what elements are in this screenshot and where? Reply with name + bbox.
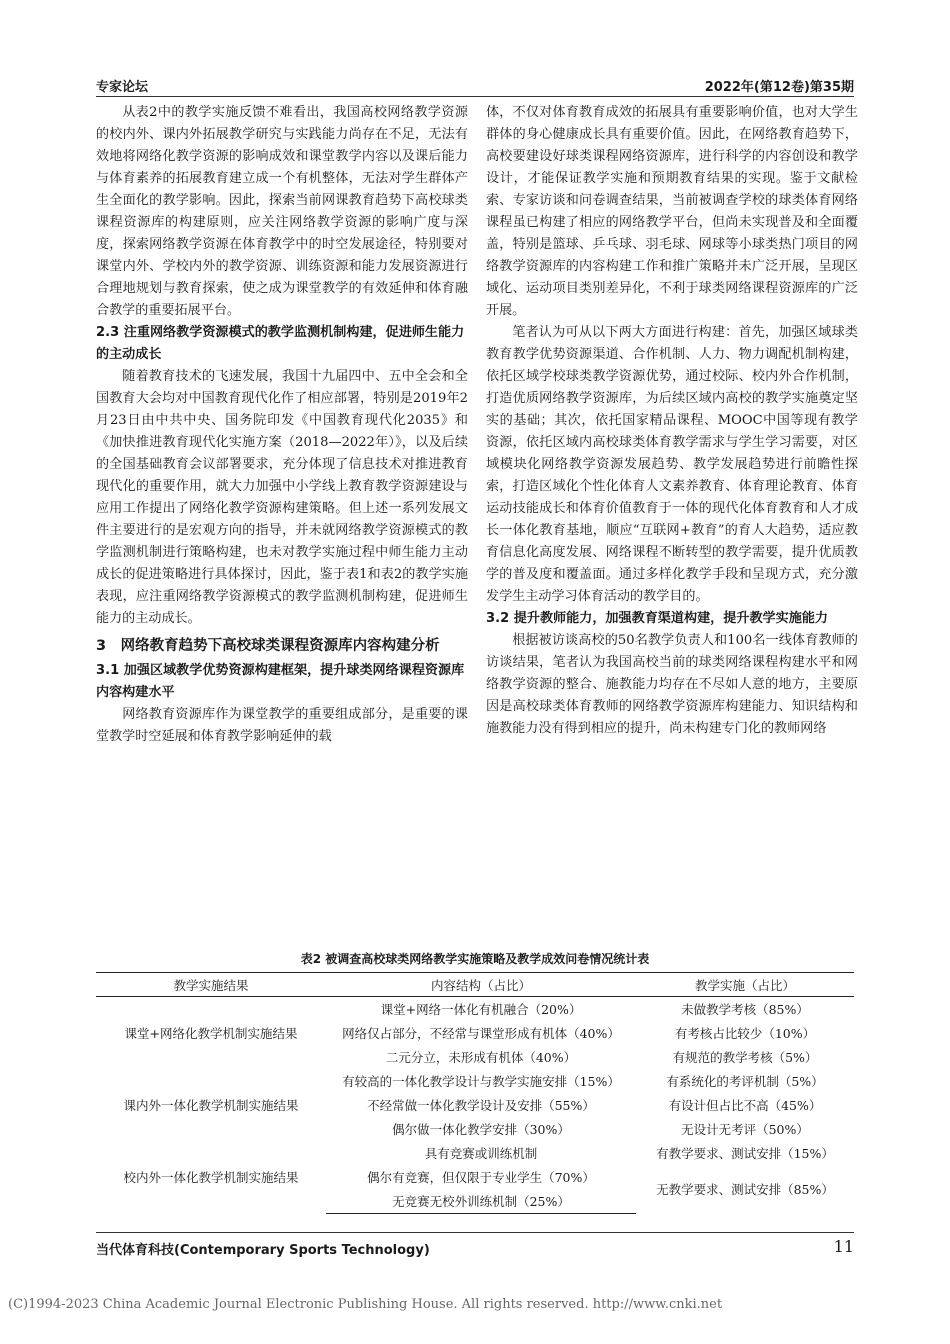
table-cell: 未做教学考核（85%） — [681, 1002, 809, 1017]
paragraph: 笔者认为可从以下两大方面进行构建：首先，加强区域球类教育教学优势资源渠道、合作机制、人力、物力调配机制构建，依托区域学校球类教学资源优势，通过校际、校内外合作机制，打造优质网络教学资源库，为后续区域内高校的教学实施奠定坚实的基础；其次，依托国家精品课程、MOOC中国等现有教学资源，依托区域内高校球类体育教学需求与学生学习需要，对区域模块化网络教学资源发展趋势、教学发展趋势进行前瞻性探索，打造区域化个性化体育人文素养教育、体育理论教育、体育运动技能成长和体育价值教育于一体的现代化体育教育和人才成长一体化教育基地，顺应“互联网+教育”的育人大趋势，适应教育信息化高度发展、网络课程不断转型的教学需要，提升优质教学的普及度和覆盖面。通过多样化教学手段和呈现方式，充分激发学生主动学习体育活动的教学目的。 — [486, 325, 858, 604]
table-cell: 不经常做一体化教学设计及安排（55%） — [367, 1098, 595, 1113]
section-heading-3-2: 3.2 提升教师能力，加强教育渠道构建，提升教学实施能力 — [486, 611, 829, 626]
column-header: 教学实施结果 — [96, 973, 326, 997]
table-cell: 网络仅占部分，不经常与课堂形成有机体（40%） — [342, 1026, 620, 1041]
running-header-issue: 2022年(第12卷)第35期 — [704, 80, 854, 95]
header-rule — [96, 96, 854, 97]
footer-rule — [96, 1232, 854, 1233]
paragraph: 从表2中的教学实施反馈不难看出，我国高校网络教学资源的校内外、课内外拓展教学研究与实践能力尚存在不足，无法有效地将网络化教学资源的影响成效和课堂教学内容以及课后能力与体育素养的拓展教育建立成一个有机整体，无法对学生群体产生全面化的教学影响。因此，探索当前网课教育趋势下高校球类课程资源库的构建原则，应关注网络教学资源的影响广度与深度，探索网络教学资源在体育教学中的时空发展途径，特别要对课堂内外、学校内外的教学资源、训练资源和能力发展资源进行合理地规划与教育探索，使之成为课堂教学的有效延伸和体育融合教学的重要拓展平台。 — [96, 105, 468, 318]
table-cell: 课内外一体化教学机制实施结果 — [123, 1098, 299, 1113]
table-cell: 无竞赛无校外训练机制（25%） — [326, 1189, 636, 1214]
table-cell: 有较高的一体化教学设计与教学实施安排（15%） — [342, 1074, 620, 1089]
table-caption: 表2 被调查高校球类网络教学实施策略及教学成效问卷情况统计表 — [300, 952, 650, 966]
table-cell: 有教学要求、测试安排（15%） — [656, 1146, 834, 1161]
left-column — [96, 102, 468, 748]
table-cell: 偶尔有竞赛，但仅限于专业学生（70%） — [367, 1170, 595, 1185]
section-heading-3-1: 3.1 加强区域教学优势资源构建框架，提升球类网络课程资源库内容构建水平 — [96, 663, 465, 700]
right-column — [486, 102, 858, 740]
section-heading-2-3: 2.3 注重网络教学资源模式的教学监测机制构建，促进师生能力的主动成长 — [96, 325, 465, 362]
table-cell: 有系统化的考评机制（5%） — [666, 1074, 824, 1089]
table-cell: 有规范的教学考核（5%） — [672, 1050, 818, 1065]
statistics-table — [96, 972, 854, 1214]
table-header-row — [96, 973, 854, 997]
table-cell: 无教学要求、测试安排（85%） — [656, 1182, 834, 1198]
paragraph: 根据被访谈高校的50名教学负责人和100名一线体育教师的访谈结果，笔者认为我国高校当前的球类网络课程构建水平和网络教学资源的整合、施教能力均存在不尽如人意的地方，主要原因是高校球类体育教师的网络教学资源库构建能力、知识结构和施教能力没有得到相应的提升，尚未构建专门化的教师网络 — [486, 633, 858, 736]
table-cell: 无设计无考评（50%） — [681, 1122, 809, 1137]
table-cell: 有设计但占比不高（45%） — [668, 1098, 822, 1113]
section-heading-3: 3 网络教育趋势下高校球类课程资源库内容构建分析 — [96, 638, 440, 654]
column-header: 内容结构（占比） — [326, 973, 636, 997]
page-number: 11 — [833, 1237, 854, 1256]
table-cell: 二元分立，未形成有机体（40%） — [385, 1050, 577, 1065]
table-cell: 具有竞赛或训练机制 — [424, 1146, 538, 1161]
paragraph: 体，不仅对体育教育成效的拓展具有重要影响价值，也对大学生群体的身心健康成长具有重要价值。因此，在网络教育趋势下，高校要建设好球类课程网络资源库，进行科学的内容创设和教学设计，才能保证教学实施和预期教育结果的实现。鉴于文献检索、专家访谈和问卷调查结果，当前被调查学校的球类体育网络课程虽已构建了相应的网络教学平台，但尚未实现普及和全面覆盖，特别是篮球、乒乓球、羽毛球、网球等小球类热门项目的网络教学资源库的内容构建工作和推广策略并未广泛开展，呈现区域化、运动项目类别差异化，不利于球类网络课程资源库的广泛开展。 — [486, 105, 858, 318]
table-row — [96, 1069, 854, 1093]
table-row — [96, 997, 854, 1022]
table-cell: 有考核占比较少（10%） — [674, 1026, 816, 1041]
journal-name: 当代体育科技(Contemporary Sports Technology) — [96, 1243, 430, 1258]
running-header-section: 专家论坛 — [96, 80, 149, 95]
table-cell: 课堂+网络化教学机制实施结果 — [124, 1026, 298, 1041]
copyright-line: (C)1994-2023 China Academic Journal Electronic Publishing House. All rights reserved. http://www.cnki.net — [8, 1297, 723, 1312]
table-cell: 偶尔做一体化教学安排（30%） — [392, 1122, 570, 1137]
paragraph: 网络教育资源库作为课堂教学的重要组成部分，是重要的课堂教学时空延展和体育教学影响延伸的载 — [96, 707, 468, 744]
table-cell: 校内外一体化教学机制实施结果 — [123, 1170, 299, 1186]
table-row — [96, 1141, 854, 1165]
column-header: 教学实施（占比） — [636, 973, 854, 997]
table-cell: 课堂+网络一体化有机融合（20%） — [380, 1002, 582, 1017]
paragraph: 随着教育技术的飞速发展，我国十九届四中、五中全会和全国教育大会均对中国教育现代化作了相应部署，特别是2019年2月23日由中共中央、国务院印发《中国教育现代化2035》和《加快推进教育现代化实施方案（2018—2022年）》，以及后续的全国基础教育会议部署要求，充分体现了信息技术对推进教育现代化的重要作用，就大力加强中小学线上教育教学资源建设与应用工作提出了网络化教学资源构建策略。但上述一系列发展文件主要进行的是宏观方向的指导，并未就网络教学资源模式的教学监测机制进行策略构建，也未对教学实施过程中师生能力主动成长的促进策略进行具体探讨，因此，鉴于表1和表2的教学实施表现，应注重网络教学资源模式的教学监测机制构建，促进师生能力的主动成长。 — [96, 369, 468, 626]
